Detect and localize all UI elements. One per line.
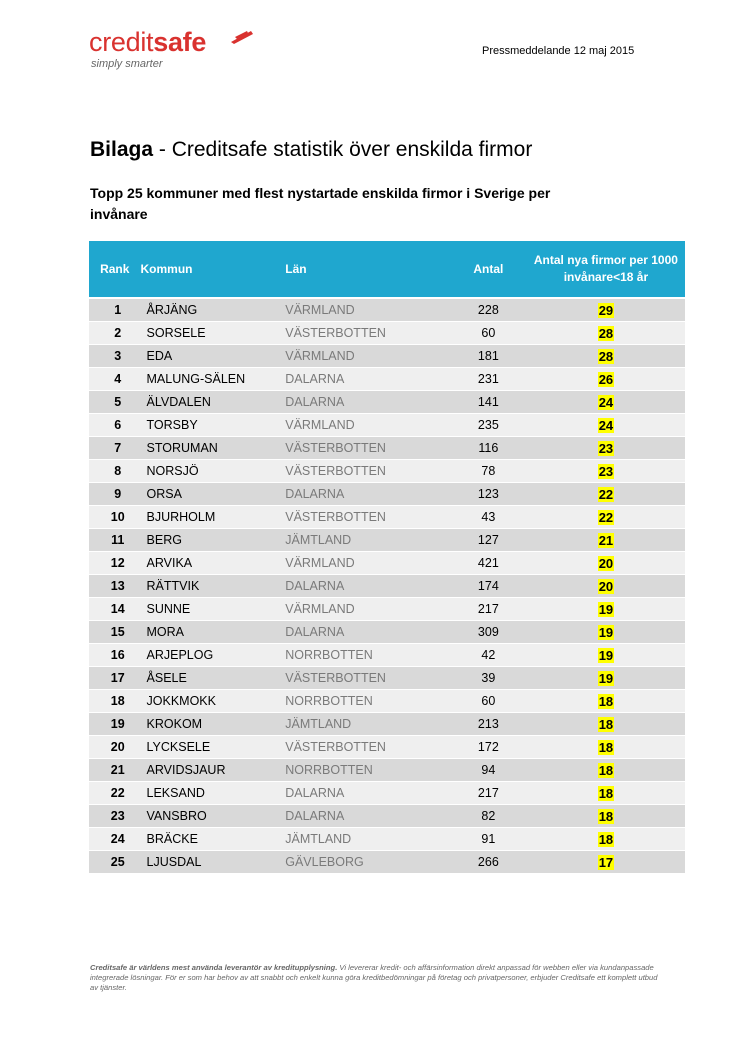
rank-cell: 18 [89,690,141,713]
kommun-cell: STORUMAN [141,437,286,460]
rate-cell [527,598,685,621]
title-rest: - Creditsafe statistik över enskilda firmor [153,138,533,161]
kommun-cell: BRÄCKE [141,828,286,851]
rate-cell [527,483,685,506]
rank-cell: 2 [89,322,141,345]
rate-cell [527,575,685,598]
rate-highlight: 19 [598,624,614,640]
rate-cell [527,437,685,460]
logo-swoosh-icon [229,28,255,46]
table-row [89,298,685,322]
rank-cell: 21 [89,759,141,782]
antal-cell: 228 [450,298,527,322]
logo-tagline: simply smarter [91,58,163,70]
header-antal: Antal [450,241,527,298]
table-row [89,851,685,874]
rate-highlight: 26 [598,371,614,387]
antal-cell: 213 [450,713,527,736]
kommun-cell: ÅSELE [141,667,286,690]
table-header-row [89,241,685,298]
antal-cell: 43 [450,506,527,529]
table-row [89,460,685,483]
header-rank: Rank [89,241,141,298]
rate-cell [527,805,685,828]
rate-cell [527,851,685,874]
rank-cell: 11 [89,529,141,552]
lan-cell: VÄRMLAND [285,298,450,322]
rate-highlight: 18 [598,831,614,847]
rank-cell: 5 [89,391,141,414]
page-title [90,138,532,162]
lan-cell: DALARNA [285,805,450,828]
table-row [89,736,685,759]
antal-cell: 78 [450,460,527,483]
rank-cell: 20 [89,736,141,759]
rate-cell [527,713,685,736]
rate-highlight: 20 [598,555,614,571]
table-row [89,828,685,851]
antal-cell: 309 [450,621,527,644]
rate-cell [527,529,685,552]
table-row [89,713,685,736]
kommun-cell: EDA [141,345,286,368]
lan-cell: DALARNA [285,368,450,391]
rate-cell [527,391,685,414]
antal-cell: 42 [450,644,527,667]
rate-cell [527,736,685,759]
header-rate: Antal nya firmor per 1000 invånare<18 år [527,241,685,298]
antal-cell: 60 [450,322,527,345]
lan-cell: GÄVLEBORG [285,851,450,874]
antal-cell: 116 [450,437,527,460]
kommun-cell: ARVIDSJAUR [141,759,286,782]
kommun-cell: VANSBRO [141,805,286,828]
rate-highlight: 19 [598,670,614,686]
rank-cell: 6 [89,414,141,437]
rate-cell [527,828,685,851]
kommun-cell: ARJEPLOG [141,644,286,667]
kommun-cell: BERG [141,529,286,552]
kommun-cell: LEKSAND [141,782,286,805]
lan-cell: VÄRMLAND [285,345,450,368]
rate-highlight: 29 [598,302,614,318]
rate-cell [527,690,685,713]
antal-cell: 82 [450,805,527,828]
rate-highlight: 28 [598,348,614,364]
antal-cell: 127 [450,529,527,552]
kommun-cell: SORSELE [141,322,286,345]
rate-cell [527,414,685,437]
antal-cell: 141 [450,391,527,414]
rate-highlight: 18 [598,808,614,824]
lan-cell: VÄSTERBOTTEN [285,667,450,690]
table-row [89,690,685,713]
antal-cell: 217 [450,598,527,621]
kommun-cell: ORSA [141,483,286,506]
rate-cell [527,298,685,322]
table-body [89,298,685,874]
rate-cell [527,368,685,391]
table-row [89,391,685,414]
rate-cell [527,759,685,782]
kommun-cell: SUNNE [141,598,286,621]
rank-cell: 8 [89,460,141,483]
rate-cell [527,552,685,575]
rate-highlight: 19 [598,601,614,617]
rate-highlight: 24 [598,417,614,433]
table-row [89,621,685,644]
kommun-cell: KROKOM [141,713,286,736]
rank-cell: 4 [89,368,141,391]
antal-cell: 174 [450,575,527,598]
rank-cell: 1 [89,298,141,322]
antal-cell: 266 [450,851,527,874]
lan-cell: VÄSTERBOTTEN [285,736,450,759]
rank-cell: 15 [89,621,141,644]
rate-highlight: 18 [598,693,614,709]
rank-cell: 25 [89,851,141,874]
lan-cell: VÄRMLAND [285,552,450,575]
table-row [89,437,685,460]
table-row [89,598,685,621]
table-row [89,322,685,345]
antal-cell: 39 [450,667,527,690]
antal-cell: 172 [450,736,527,759]
rate-cell [527,322,685,345]
lan-cell: VÄRMLAND [285,598,450,621]
rank-cell: 14 [89,598,141,621]
rate-cell [527,782,685,805]
creditsafe-logo [89,26,207,70]
kommun-cell: ÄLVDALEN [141,391,286,414]
lan-cell: VÄSTERBOTTEN [285,437,450,460]
table-row [89,805,685,828]
lan-cell: DALARNA [285,391,450,414]
antal-cell: 421 [450,552,527,575]
rate-highlight: 22 [598,509,614,525]
table-row [89,644,685,667]
rate-highlight: 18 [598,785,614,801]
lan-cell: VÄSTERBOTTEN [285,322,450,345]
rate-highlight: 18 [598,716,614,732]
table-row [89,345,685,368]
kommun-cell: BJURHOLM [141,506,286,529]
rate-highlight: 18 [598,739,614,755]
lan-cell: VÄSTERBOTTEN [285,460,450,483]
footer-bold: Creditsafe är världens mest använda leverantör av kreditupplysning. [90,963,338,972]
rank-cell: 12 [89,552,141,575]
rate-cell [527,506,685,529]
title-bold: Bilaga [90,138,154,161]
lan-cell: VÄSTERBOTTEN [285,506,450,529]
table-row [89,368,685,391]
table-subtitle: Topp 25 kommuner med flest nystartade enskilda firmor i Sverige per invånare [90,185,551,222]
rank-cell: 13 [89,575,141,598]
rate-highlight: 28 [598,325,614,341]
kommun-cell: TORSBY [141,414,286,437]
rank-cell: 17 [89,667,141,690]
lan-cell: DALARNA [285,621,450,644]
kommun-cell: ÅRJÄNG [141,298,286,322]
ranking-table [89,241,685,874]
antal-cell: 60 [450,690,527,713]
rank-cell: 23 [89,805,141,828]
table-row [89,506,685,529]
footer-text: Vi levererar kredit- och affärsinformation direkt anpassad för webben eller via kundanpassade integrerade lösningar. För er som har behov av att snabbt och enkelt kunna göra kreditbedömningar på företag och privatpersoner, erbjuder Creditsafe ett komplett utbud av tjänster. [90,963,658,992]
lan-cell: VÄRMLAND [285,414,450,437]
table-row [89,552,685,575]
antal-cell: 181 [450,345,527,368]
kommun-cell: ARVIKA [141,552,286,575]
antal-cell: 91 [450,828,527,851]
lan-cell: DALARNA [285,483,450,506]
table-row [89,759,685,782]
lan-cell: JÄMTLAND [285,529,450,552]
kommun-cell: LJUSDAL [141,851,286,874]
lan-cell: JÄMTLAND [285,713,450,736]
lan-cell: NORRBOTTEN [285,644,450,667]
rate-cell [527,644,685,667]
rank-cell: 3 [89,345,141,368]
rate-cell [527,460,685,483]
logo-wordmark: creditsafe [89,27,207,57]
kommun-cell: JOKKMOKK [141,690,286,713]
table-row [89,782,685,805]
header-kommun: Kommun [141,241,286,298]
header-lan: Län [285,241,450,298]
rate-highlight: 23 [598,463,614,479]
footer-disclaimer [90,963,660,993]
lan-cell: JÄMTLAND [285,828,450,851]
rank-cell: 7 [89,437,141,460]
rank-cell: 16 [89,644,141,667]
lan-cell: DALARNA [285,575,450,598]
table-row [89,667,685,690]
lan-cell: DALARNA [285,782,450,805]
table-row [89,483,685,506]
press-release-date: Pressmeddelande 12 maj 2015 [482,45,635,57]
table-row [89,529,685,552]
lan-cell: NORRBOTTEN [285,690,450,713]
rate-highlight: 18 [598,762,614,778]
rate-cell [527,667,685,690]
rank-cell: 22 [89,782,141,805]
rank-cell: 24 [89,828,141,851]
rate-highlight: 21 [598,532,614,548]
rank-cell: 19 [89,713,141,736]
rank-cell: 10 [89,506,141,529]
antal-cell: 123 [450,483,527,506]
rate-highlight: 20 [598,578,614,594]
rate-highlight: 22 [598,486,614,502]
rate-highlight: 19 [598,647,614,663]
rate-highlight: 17 [598,854,614,870]
kommun-cell: LYCKSELE [141,736,286,759]
kommun-cell: MALUNG-SÄLEN [141,368,286,391]
kommun-cell: MORA [141,621,286,644]
kommun-cell: NORSJÖ [141,460,286,483]
rate-cell [527,621,685,644]
rate-highlight: 23 [598,440,614,456]
rate-highlight: 24 [598,394,614,410]
table-row [89,414,685,437]
rate-cell [527,345,685,368]
lan-cell: NORRBOTTEN [285,759,450,782]
table-row [89,575,685,598]
antal-cell: 217 [450,782,527,805]
kommun-cell: RÄTTVIK [141,575,286,598]
antal-cell: 235 [450,414,527,437]
rank-cell: 9 [89,483,141,506]
antal-cell: 231 [450,368,527,391]
antal-cell: 94 [450,759,527,782]
